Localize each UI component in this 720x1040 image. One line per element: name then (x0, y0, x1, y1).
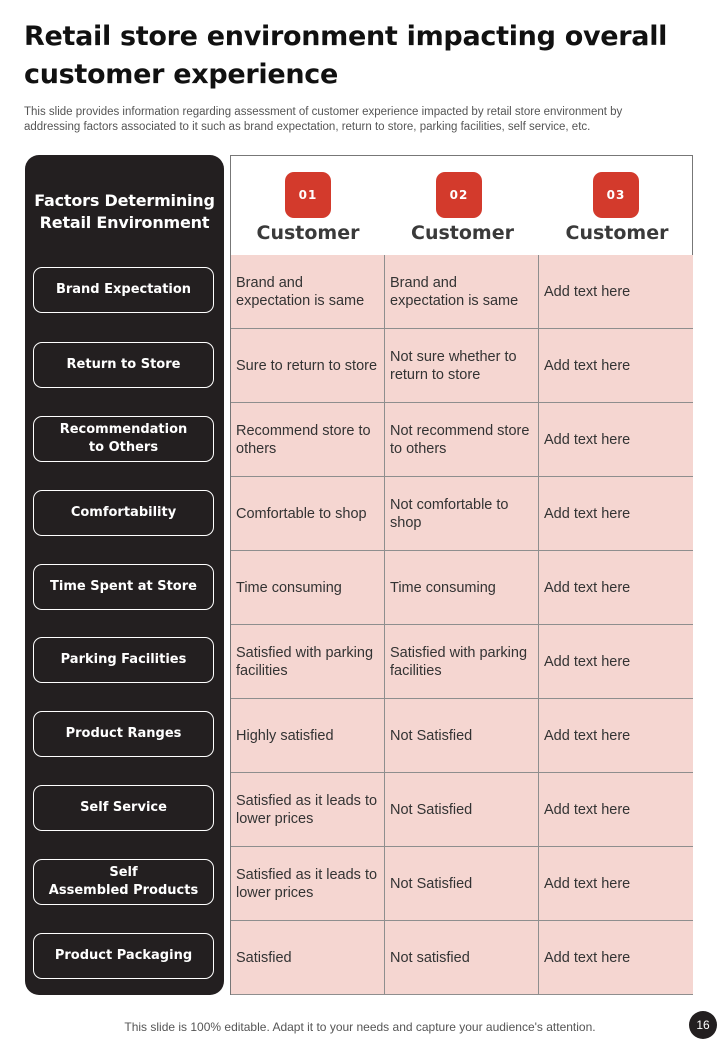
table-cell: Satisfied as it leads to lower prices (231, 773, 385, 847)
factor-brand-expectation: Brand Expectation (33, 267, 214, 313)
table-cell: Not sure whether to return to store (385, 329, 539, 403)
comparison-table (230, 155, 693, 995)
column-title: Customer (565, 222, 669, 244)
column-title: Customer (256, 222, 360, 244)
column-number-badge: 03 (593, 172, 639, 218)
table-cell: Add text here (539, 921, 693, 995)
table-cell: Not comfortable to shop (385, 477, 539, 551)
table-cell: Add text here (539, 847, 693, 921)
table-cell: Not satisfied (385, 921, 539, 995)
table-cell: Add text here (539, 625, 693, 699)
table-cell: Sure to return to store (231, 329, 385, 403)
page-title: Retail store environment impacting overall customer experience (24, 21, 668, 90)
table-cell: Not Satisfied (385, 847, 539, 921)
column-header-1 (231, 156, 385, 255)
page-subtitle: This slide provides information regarding assessment of customer experience impacted by retail store environment by addressing factors associated to it such as brand expectation, return to store, parking facilities, self service, etc. (24, 106, 623, 133)
table-cell: Time consuming (231, 551, 385, 625)
table-cell: Recommend store to others (231, 403, 385, 477)
column-number-badge: 01 (285, 172, 331, 218)
column-number-badge: 02 (436, 172, 482, 218)
table-cell: Add text here (539, 773, 693, 847)
table-cell: Highly satisfied (231, 699, 385, 773)
table-cell: Add text here (539, 255, 693, 329)
page-number: 16 (689, 1011, 717, 1039)
table-cell: Time consuming (385, 551, 539, 625)
factor-self-service: Self Service (33, 785, 214, 831)
table-cell: Add text here (539, 699, 693, 773)
factor-product-packaging: Product Packaging (33, 933, 214, 979)
table-cell: Add text here (539, 551, 693, 625)
table-cell: Brand and expectation is same (385, 255, 539, 329)
factors-sidebar (25, 155, 224, 995)
factor-time-spent: Time Spent at Store (33, 564, 214, 610)
sidebar-heading: Factors Determining Retail Environment (34, 191, 215, 232)
factor-self-assembled: Self Assembled Products (33, 859, 214, 905)
table-cell: Comfortable to shop (231, 477, 385, 551)
table-cell: Satisfied as it leads to lower prices (231, 847, 385, 921)
factor-parking: Parking Facilities (33, 637, 214, 683)
table-cell: Not recommend store to others (385, 403, 539, 477)
column-header-3 (540, 156, 694, 255)
column-header-2 (385, 156, 540, 255)
table-cell: Add text here (539, 403, 693, 477)
table-cell: Not Satisfied (385, 699, 539, 773)
factor-recommendation: Recommendation to Others (33, 416, 214, 462)
table-cell: Add text here (539, 477, 693, 551)
factor-comfortability: Comfortability (33, 490, 214, 536)
column-title: Customer (411, 222, 514, 244)
table-cell: Satisfied with parking facilities (231, 625, 385, 699)
table-cell: Satisfied with parking facilities (385, 625, 539, 699)
table-cell: Add text here (539, 329, 693, 403)
table-cell: Not Satisfied (385, 773, 539, 847)
footer-note: This slide is 100% editable. Adapt it to your needs and capture your audience's attention. (124, 1020, 596, 1034)
factor-product-ranges: Product Ranges (33, 711, 214, 757)
table-cell: Brand and expectation is same (231, 255, 385, 329)
table-cell: Satisfied (231, 921, 385, 995)
factor-return-to-store: Return to Store (33, 342, 214, 388)
